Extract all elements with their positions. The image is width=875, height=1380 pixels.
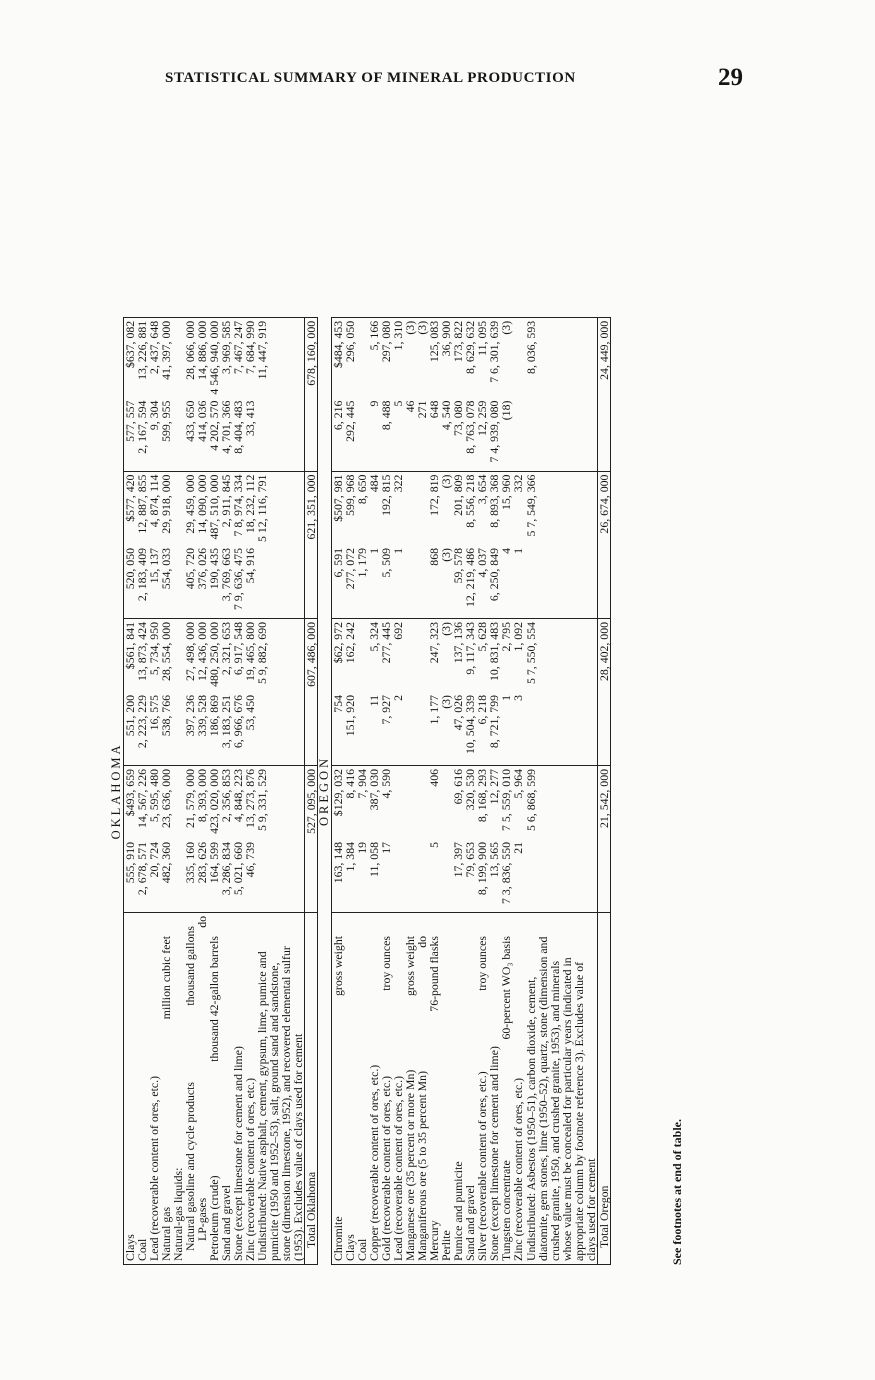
mineral-name: Clays <box>343 1234 358 1261</box>
value-cell: 14, 090, 000 <box>196 471 208 545</box>
quantity-cell: 5, 021, 660 <box>231 842 246 896</box>
quantity-cell: 7 4, 939, 080 <box>487 400 502 463</box>
quantity-cell: 11, 058 <box>367 842 382 877</box>
value-cell: 3, 654 <box>476 471 488 545</box>
quantity-cell: 339, 528 <box>194 695 209 737</box>
quantity-cell: 12, 219, 486 <box>463 548 478 607</box>
table-row <box>256 317 305 1264</box>
value-cell: 14, 567, 226 <box>136 766 148 840</box>
value-cell: 201, 809 <box>452 471 464 545</box>
mineral-name: Natural-gas liquids: <box>170 1167 185 1261</box>
value-cell: 4, 874, 114 <box>148 471 160 545</box>
value-cell: 8, 556, 218 <box>464 471 476 545</box>
quantity-cell <box>392 839 404 913</box>
value-cell: 8, 650 <box>356 471 368 545</box>
value-cell: 21, 579, 000 <box>184 766 196 840</box>
value-cell: 297, 080 <box>380 317 392 397</box>
table-row <box>525 317 598 1264</box>
mineral-unit: do <box>415 936 430 948</box>
mineral-unit: million cubic feet <box>158 936 173 1020</box>
value-cell: 7, 904 <box>356 766 368 840</box>
mineral-unit: 76-pound flasks <box>427 936 442 1012</box>
quantity-cell: 186, 869 <box>206 695 221 737</box>
quantity-cell: 6, 250, 849 <box>487 548 502 602</box>
value-cell: 8, 629, 632 <box>464 317 476 397</box>
mineral-label <box>525 913 598 1265</box>
mineral-unit: thousand 42-gallon barrels <box>206 936 221 1062</box>
value-cell: 247, 323 <box>428 619 440 693</box>
quantity-cell: 414, 036 <box>194 400 209 442</box>
quantity-cell: 6, 218 <box>475 695 490 725</box>
mineral-name: Sand and gravel <box>463 1184 478 1261</box>
total-quantity-blank <box>597 545 610 619</box>
value-cell: 8, 036, 593 <box>525 317 598 397</box>
quantity-cell: 376, 026 <box>194 548 209 590</box>
mineral-unit: troy ounces <box>475 936 490 991</box>
quantity-cell: 54, 916 <box>243 548 258 584</box>
value-cell: 5 6, 868, 599 <box>525 766 598 840</box>
mineral-label <box>123 913 136 1265</box>
quantity-cell: 11 <box>367 695 382 707</box>
quantity-cell <box>256 398 305 472</box>
mineral-name: Manganese ore (35 percent or more Mn) <box>403 1069 418 1261</box>
quantity-cell: 164, 599 <box>206 842 221 884</box>
oklahoma-title-row <box>110 317 123 1264</box>
value-cell: 28, 066, 000 <box>184 317 196 397</box>
quantity-cell: 5 <box>391 400 406 407</box>
quantity-cell: 283, 626 <box>194 842 209 884</box>
mineral-name: Gold (recoverable content of ores, etc.) <box>379 1075 394 1261</box>
mineral-unit: gross weight <box>403 936 418 996</box>
value-cell: 5 7, 550, 554 <box>525 619 598 693</box>
total-value-cell: 21, 542, 000 <box>597 766 610 840</box>
quantity-cell: 648 <box>427 400 442 419</box>
quantity-cell: 17 <box>379 842 394 854</box>
quantity-cell: 754 <box>332 692 345 766</box>
quantity-cell: 163, 148 <box>332 839 345 913</box>
quantity-cell: 405, 720 <box>182 548 197 590</box>
mineral-name: Zinc (recoverable content of ores, etc.) <box>511 1077 526 1261</box>
value-cell: 19, 465, 800 <box>244 619 256 693</box>
value-cell: 487, 510, 000 <box>208 471 220 545</box>
value-cell: 296, 050 <box>344 317 356 397</box>
value-cell: 7 5, 559, 010 <box>500 766 512 840</box>
value-cell: (3) <box>500 317 512 397</box>
quantity-cell: 6, 966, 676 <box>231 695 246 749</box>
quantity-cell: 335, 160 <box>182 842 197 884</box>
value-cell <box>392 766 404 840</box>
quantity-cell: 4, 540 <box>439 400 454 431</box>
quantity-cell: 8, 488 <box>379 400 394 431</box>
quantity-cell: 2, 183, 409 <box>134 548 149 602</box>
value-cell: 7, 467, 247 <box>232 317 244 397</box>
value-cell: $507, 981 <box>332 471 345 545</box>
table-row <box>123 317 136 1264</box>
quantity-cell <box>512 398 524 472</box>
total-label: Total Oregon <box>597 913 610 1265</box>
value-cell: 137, 136 <box>452 619 464 693</box>
quantity-cell: 4, 037 <box>475 548 490 578</box>
mineral-unit: do <box>194 916 209 928</box>
value-cell: 7 8, 974, 334 <box>232 471 244 545</box>
quantity-cell: 10, 504, 339 <box>463 695 478 754</box>
quantity-cell <box>525 398 598 472</box>
mineral-name: Pumice and pumicite <box>451 1161 466 1261</box>
mineral-name: Copper (recoverable content of ores, etc.) <box>367 1064 382 1261</box>
value-cell: 5 9, 331, 529 <box>256 766 305 840</box>
quantity-cell: 20, 724 <box>146 842 161 878</box>
quantity-cell <box>404 839 416 913</box>
quantity-cell: 6, 216 <box>332 398 345 472</box>
quantity-cell: 151, 920 <box>343 695 358 737</box>
value-cell: 162, 242 <box>344 619 356 693</box>
value-cell: 15, 960 <box>500 471 512 545</box>
mineral-name: Natural gas <box>158 1206 173 1261</box>
value-cell: 423, 020, 000 <box>208 766 220 840</box>
value-cell: 13, 873, 424 <box>136 619 148 693</box>
quantity-cell: 9 <box>367 400 382 407</box>
quantity-cell: (3) <box>439 548 454 562</box>
total-value-cell: 28, 402, 000 <box>597 619 610 693</box>
mineral-label <box>344 913 356 1265</box>
value-cell: 5 12, 116, 791 <box>256 471 305 545</box>
value-cell: 5, 166 <box>368 317 380 397</box>
value-cell: $577, 420 <box>123 471 136 545</box>
value-cell: $637, 082 <box>123 317 136 397</box>
quantity-cell: 9, 304 <box>146 400 161 431</box>
value-cell: $62, 972 <box>332 619 345 693</box>
value-cell: 1, 310 <box>392 317 404 397</box>
mineral-name: Petroleum (crude) <box>206 1175 221 1261</box>
quantity-cell <box>256 839 305 913</box>
quantity-cell: 73, 080 <box>451 400 466 436</box>
quantity-cell: 3, 769, 663 <box>219 548 233 602</box>
quantity-cell: 3, 286, 834 <box>219 842 233 896</box>
quantity-cell: 21 <box>511 842 526 854</box>
page-number: 29 <box>718 64 743 91</box>
quantity-cell: 555, 910 <box>123 839 136 913</box>
quantity-cell <box>416 839 428 913</box>
value-cell: 599, 968 <box>344 471 356 545</box>
oregon-total-row <box>597 317 610 1264</box>
quantity-cell: 33, 413 <box>243 400 258 436</box>
quantity-cell <box>525 839 598 913</box>
value-cell: 8, 393, 000 <box>196 766 208 840</box>
mineral-name: Stone (except limestone for cement and lime) <box>231 1046 246 1261</box>
quantity-cell: (3) <box>439 695 454 709</box>
quantity-cell: 577, 557 <box>123 398 136 472</box>
quantity-cell: 19 <box>355 842 370 854</box>
value-cell: 69, 616 <box>452 766 464 840</box>
oregon-section <box>318 317 610 1264</box>
total-quantity-blank <box>597 839 610 913</box>
value-cell: $561, 841 <box>123 619 136 693</box>
mineral-name: Chromite <box>331 1216 345 1261</box>
quantity-cell: 13, 565 <box>487 842 502 878</box>
quantity-cell: 53, 450 <box>243 695 258 731</box>
mineral-name: Natural gasoline and cycle products <box>182 1081 197 1251</box>
value-cell: 9, 117, 343 <box>464 619 476 693</box>
quantity-cell: 16, 575 <box>146 695 161 731</box>
value-cell <box>512 317 524 397</box>
mineral-name: Manganiferous ore (5 to 35 percent Mn) <box>415 1070 430 1261</box>
value-cell: 4, 848, 223 <box>232 766 244 840</box>
oregon-title-row <box>318 317 332 1264</box>
quantity-cell: 46 <box>403 400 418 413</box>
value-cell: 5 9, 882, 690 <box>256 619 305 693</box>
value-cell: $129, 032 <box>332 766 345 840</box>
quantity-cell: 2 <box>391 695 406 701</box>
value-cell: 11, 447, 919 <box>256 317 305 397</box>
value-cell: 29, 459, 000 <box>184 471 196 545</box>
value-cell: 172, 819 <box>428 471 440 545</box>
value-cell: 692 <box>392 619 404 693</box>
value-cell: 2, 437, 648 <box>148 317 160 397</box>
quantity-cell: 5 <box>427 842 442 848</box>
quantity-cell: 79, 653 <box>463 842 478 878</box>
value-cell: 29, 918, 000 <box>160 471 172 545</box>
quantity-cell <box>356 398 368 472</box>
quantity-cell: 554, 033 <box>158 548 173 590</box>
rotated-table-region <box>109 165 684 1265</box>
value-cell: 36, 900 <box>440 317 452 397</box>
total-quantity-blank <box>305 839 318 913</box>
total-label: Total Oklahoma <box>305 913 318 1265</box>
quantity-cell: 190, 435 <box>206 548 221 590</box>
mineral-name: LP-gases <box>194 1197 209 1241</box>
mineral-name: Coal <box>355 1238 370 1261</box>
quantity-cell <box>525 545 598 619</box>
quantity-cell: 2, 167, 594 <box>134 400 149 454</box>
quantity-cell: 551, 200 <box>123 692 136 766</box>
total-value-cell: 607, 486, 000 <box>305 619 318 693</box>
value-cell: 7 6, 301, 639 <box>488 317 500 397</box>
quantity-cell: 8, 199, 900 <box>475 842 490 896</box>
total-quantity-blank <box>305 545 318 619</box>
quantity-cell: 4 <box>499 548 514 554</box>
value-cell: 406 <box>428 766 440 840</box>
value-cell: $493, 659 <box>123 766 136 840</box>
oregon-state-title: OREGON <box>317 755 332 826</box>
total-value-cell: 527, 095, 000 <box>305 766 318 840</box>
value-cell: 18, 232, 112 <box>244 471 256 545</box>
quantity-cell <box>525 692 598 766</box>
value-cell: (3) <box>404 317 416 397</box>
mineral-name: Undistributed: Asbestos (1950–51), carbon dioxide, cement, diatomite, gem stones, lime (1950–52), quartz, stone (dimension and crushed granite, 1950, and crushed granite, 1953), and minerals whose value must be concealed for particular years (indicated in appropriate column by footnote reference 3). Excludes value of clays used for cement <box>523 936 598 1261</box>
statistics-table <box>110 317 611 1265</box>
value-cell: 5, 964 <box>512 766 524 840</box>
quantity-cell: 1 <box>511 548 526 554</box>
value-cell: 5, 734, 950 <box>148 619 160 693</box>
oklahoma-total-row <box>305 317 318 1264</box>
table-row <box>428 317 440 1264</box>
quantity-cell: 2, 678, 571 <box>134 842 149 896</box>
oklahoma-state-title: OKLAHOMA <box>109 742 123 840</box>
quantity-cell: 5, 509 <box>379 548 394 578</box>
quantity-cell: 3, 183, 251 <box>219 695 233 749</box>
mineral-name: Mercury <box>427 1220 442 1261</box>
value-cell: 387, 030 <box>368 766 380 840</box>
value-cell: 11, 095 <box>476 317 488 397</box>
quantity-cell: 7, 927 <box>379 695 394 725</box>
quantity-cell: 1 <box>391 548 406 554</box>
quantity-cell: 47, 026 <box>451 695 466 731</box>
value-cell: 4 546, 940, 000 <box>208 317 220 397</box>
quantity-cell: 538, 766 <box>158 695 173 737</box>
table-row <box>416 317 428 1264</box>
value-cell: 332 <box>512 471 524 545</box>
value-cell: $484, 453 <box>332 317 345 397</box>
total-quantity-blank <box>597 692 610 766</box>
quantity-cell: 8, 721, 799 <box>487 695 502 749</box>
quantity-cell: 7 9, 636, 475 <box>231 548 246 610</box>
value-cell: 484 <box>368 471 380 545</box>
value-cell: 13, 273, 876 <box>244 766 256 840</box>
quantity-cell: 292, 445 <box>343 400 358 442</box>
value-cell: 8, 893, 368 <box>488 471 500 545</box>
total-quantity-blank <box>305 692 318 766</box>
quantity-cell: 1 <box>367 548 382 554</box>
total-value-cell: 26, 674, 000 <box>597 471 610 545</box>
quantity-cell: 8, 404, 483 <box>231 400 246 454</box>
mineral-name: Lead (recoverable content of ores, etc.) <box>146 1075 161 1261</box>
quantity-cell: 277, 072 <box>343 548 358 590</box>
value-cell: 2, 356, 853 <box>220 766 232 840</box>
quantity-cell: 868 <box>427 548 442 566</box>
value-cell: 5, 595, 480 <box>148 766 160 840</box>
value-cell: 12, 436, 000 <box>196 619 208 693</box>
value-cell: 2, 795 <box>500 619 512 693</box>
mineral-name: Tungsten concentrate <box>499 1160 514 1261</box>
mineral-unit: troy ounces <box>379 936 394 991</box>
quantity-cell: 520, 050 <box>123 545 136 619</box>
mineral-name: Perlite <box>439 1230 454 1261</box>
value-cell: 2, 321, 653 <box>220 619 232 693</box>
value-cell: (3) <box>440 619 452 693</box>
value-cell: (3) <box>440 471 452 545</box>
value-cell: 8, 168, 293 <box>476 766 488 840</box>
value-cell: 8, 416 <box>344 766 356 840</box>
quantity-cell: (18) <box>499 400 514 421</box>
quantity-cell: 7 3, 836, 550 <box>499 842 514 904</box>
mineral-unit: 60-percent WO₃ basis <box>499 936 514 1040</box>
total-value-cell: 621, 351, 000 <box>305 471 318 545</box>
value-cell: 5 7, 549, 366 <box>525 471 598 545</box>
value-cell: 41, 397, 000 <box>160 317 172 397</box>
quantity-cell: 1, 384 <box>343 842 358 872</box>
total-quantity-blank <box>597 398 610 472</box>
quantity-cell: 15, 137 <box>146 548 161 584</box>
quantity-cell <box>404 692 416 766</box>
quantity-cell: 1, 179 <box>355 548 370 578</box>
value-cell: 27, 498, 000 <box>184 619 196 693</box>
total-value-cell: 24, 449, 000 <box>597 317 610 397</box>
total-quantity-blank <box>305 398 318 472</box>
value-cell <box>404 471 416 545</box>
quantity-cell: 12, 259 <box>475 400 490 436</box>
value-cell: 5, 324 <box>368 619 380 693</box>
quantity-cell: 6, 591 <box>332 545 345 619</box>
quantity-cell <box>404 545 416 619</box>
value-cell: 12, 887, 855 <box>136 471 148 545</box>
quantity-cell: 46, 739 <box>243 842 258 878</box>
value-cell: 320, 530 <box>464 766 476 840</box>
value-cell: 2, 911, 845 <box>220 471 232 545</box>
quantity-cell: 599, 955 <box>158 400 173 442</box>
value-cell: 4, 590 <box>380 766 392 840</box>
quantity-cell: 4, 701, 366 <box>219 400 233 454</box>
value-cell: 7, 684, 990 <box>244 317 256 397</box>
value-cell <box>404 766 416 840</box>
total-value-cell: 678, 160, 000 <box>305 317 318 397</box>
mineral-name: Coal <box>134 1238 149 1261</box>
quantity-cell: 397, 236 <box>182 695 197 737</box>
quantity-cell: 59, 578 <box>451 548 466 584</box>
value-cell: 277, 445 <box>380 619 392 693</box>
quantity-cell: 433, 650 <box>182 400 197 442</box>
mineral-name: Silver (recoverable content of ores, etc.) <box>475 1071 490 1261</box>
value-cell: (3) <box>416 317 428 397</box>
table-row <box>160 317 172 1264</box>
mineral-name: Lead (recoverable content of ores, etc.) <box>391 1075 406 1261</box>
quantity-cell: 482, 360 <box>158 842 173 884</box>
value-cell: 125, 083 <box>428 317 440 397</box>
value-cell: 3, 969, 585 <box>220 317 232 397</box>
value-cell: 173, 822 <box>452 317 464 397</box>
quantity-cell: 271 <box>415 400 430 419</box>
quantity-cell: 2, 223, 229 <box>134 695 149 749</box>
value-cell: 6, 917, 548 <box>232 619 244 693</box>
mineral-name: Clays <box>122 1234 137 1261</box>
quantity-cell: 1 <box>499 695 514 701</box>
quantity-cell: 3 <box>511 695 526 701</box>
value-cell: 14, 886, 000 <box>196 317 208 397</box>
value-cell: 10, 831, 483 <box>488 619 500 693</box>
value-cell: 192, 815 <box>380 471 392 545</box>
quantity-cell: 17, 397 <box>451 842 466 878</box>
value-cell: 322 <box>392 471 404 545</box>
value-cell <box>404 619 416 693</box>
value-cell: 5, 628 <box>476 619 488 693</box>
value-cell: 480, 250, 000 <box>208 619 220 693</box>
quantity-cell: 8, 763, 078 <box>463 400 478 454</box>
mineral-label <box>332 913 345 1265</box>
quantity-cell <box>256 545 305 619</box>
mineral-label <box>428 913 440 1265</box>
mineral-name: Zinc (recoverable content of ores, etc.) <box>243 1077 258 1261</box>
mineral-name: Undistributed: Native asphalt, cement, gypsum, lime, pumice and pumicite (1950 and 1952–53), salt, ground sand and sandstone, stone (dimension limestone, 1952), and recovered elemental sulfur (1953). Excludes value of clays used for cement <box>255 946 306 1261</box>
mineral-unit: thousand gallons <box>182 926 197 1006</box>
footnote-reference: See footnotes at end of table. <box>670 1119 684 1265</box>
quantity-cell <box>256 692 305 766</box>
mineral-label <box>256 913 305 1265</box>
mineral-name: Stone (except limestone for cement and lime) <box>487 1046 502 1261</box>
quantity-cell: 1, 177 <box>427 695 442 725</box>
value-cell: 13, 226, 881 <box>136 317 148 397</box>
running-head: STATISTICAL SUMMARY OF MINERAL PRODUCTION <box>165 70 576 86</box>
value-cell: 12, 277 <box>488 766 500 840</box>
value-cell: 1, 092 <box>512 619 524 693</box>
value-cell: 28, 554, 000 <box>160 619 172 693</box>
quantity-cell: 4 202, 570 <box>206 400 221 451</box>
mineral-unit: gross weight <box>331 936 345 996</box>
mineral-name: Sand and gravel <box>219 1184 233 1261</box>
oklahoma-section <box>110 317 318 1264</box>
value-cell: 23, 636, 000 <box>160 766 172 840</box>
